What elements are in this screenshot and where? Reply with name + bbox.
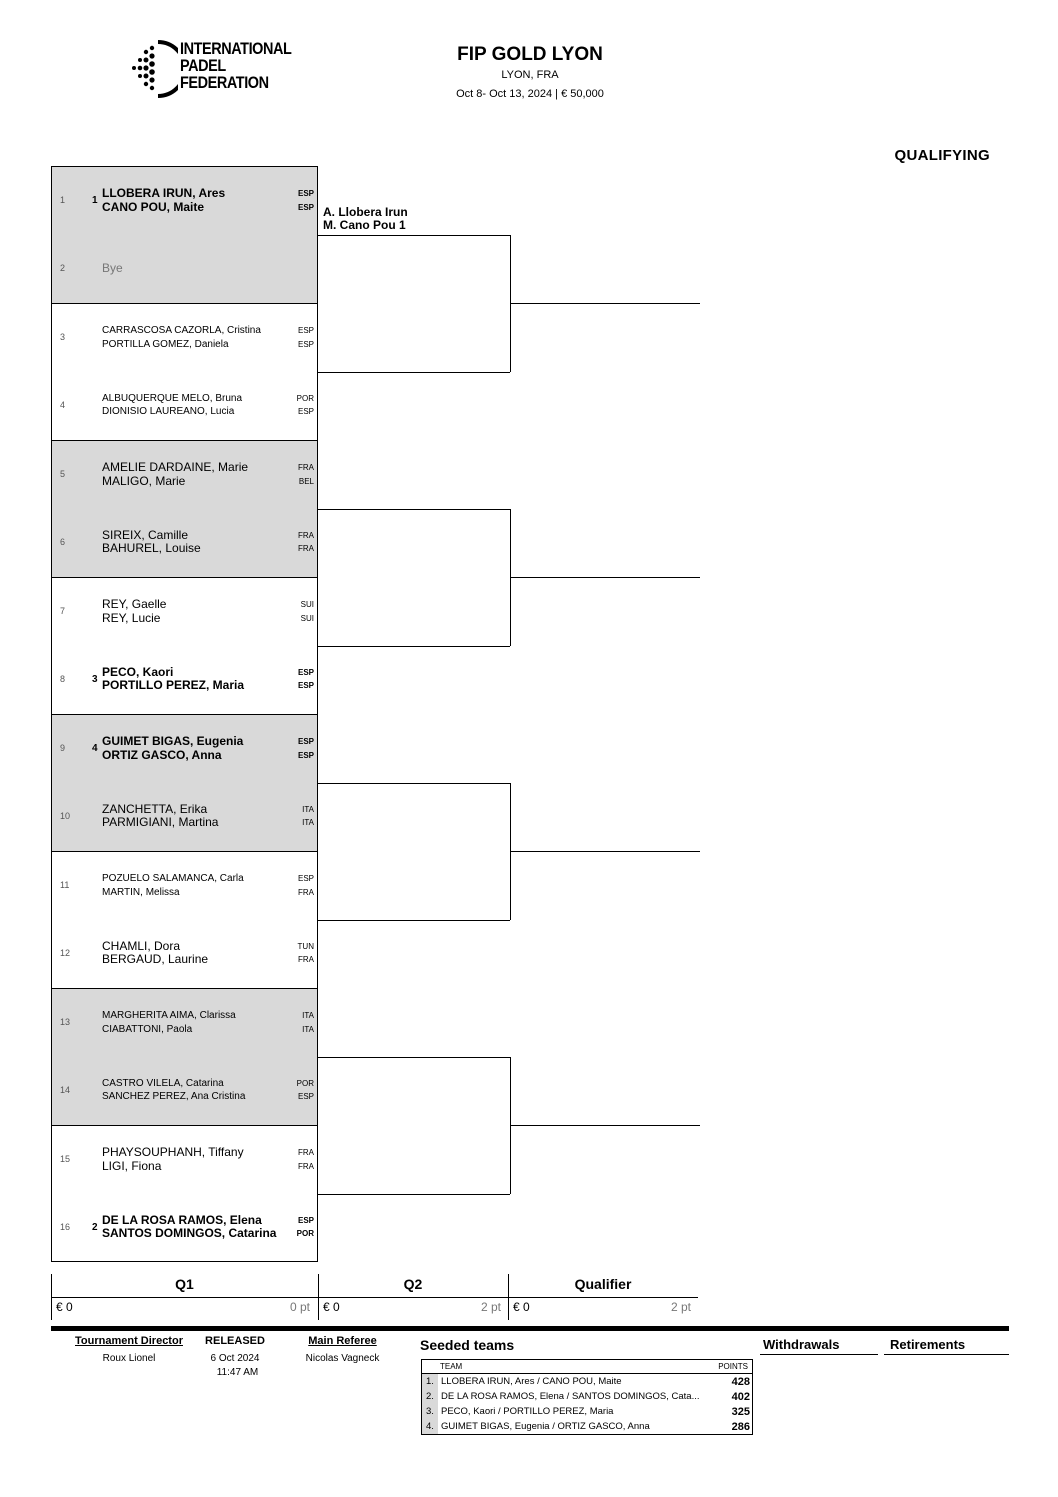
player-names	[102, 1214, 276, 1241]
seed-rank: 2.	[422, 1389, 438, 1404]
seeded-header	[422, 1360, 752, 1374]
draw-entry[interactable]	[51, 577, 318, 646]
nation-2: FRA	[298, 887, 314, 897]
nation-1: FRA	[298, 1148, 314, 1158]
nation-2: FRA	[298, 544, 314, 554]
nation-1: ESP	[297, 326, 314, 336]
nationalities	[297, 392, 314, 419]
nationalities	[301, 598, 314, 625]
player-names	[102, 187, 225, 214]
nationalities	[297, 1214, 314, 1241]
round-qualifier-header: Qualifier	[574, 1276, 632, 1292]
player-1: LLOBERA IRUN, Ares	[102, 186, 226, 201]
entry-number: 9	[60, 743, 66, 754]
nationalities	[298, 940, 314, 967]
q2-points: 2 pt	[481, 1300, 502, 1314]
entry-number: 5	[60, 469, 66, 480]
draw-entry[interactable]	[51, 235, 318, 304]
logo-text	[180, 40, 291, 91]
player-2: BAHUREL, Louise	[102, 541, 201, 556]
padel-ball-logo-icon	[128, 38, 178, 100]
seeded-row	[422, 1374, 752, 1389]
draw-entry[interactable]	[51, 646, 318, 715]
director-label: Tournament Director	[75, 1335, 183, 1347]
nation-2: ESP	[297, 407, 314, 417]
nation-2: ESP	[297, 339, 314, 349]
draw-entry[interactable]	[51, 714, 318, 783]
player-2: CIABATTONI, Paola	[102, 1023, 193, 1035]
nation-1: TUN	[297, 941, 314, 951]
draw-entry[interactable]	[51, 303, 318, 372]
released-label: RELEASED	[205, 1335, 265, 1347]
nation-1: FRA	[298, 463, 314, 473]
footer-divider	[51, 1326, 1009, 1331]
entry-number: 16	[60, 1221, 71, 1232]
qualifier-prize: € 0	[513, 1300, 530, 1314]
player-1: REY, Gaelle	[102, 597, 167, 612]
draw-entry[interactable]	[51, 1057, 318, 1126]
nationalities	[298, 872, 314, 899]
nationalities	[298, 1146, 314, 1173]
player-2: MARTIN, Melissa	[102, 886, 180, 898]
seed-number: 1	[92, 195, 98, 207]
seed-team: LLOBERA IRUN, Ares / CANO POU, Maite	[441, 1376, 622, 1387]
nation-1: FRA	[298, 530, 314, 540]
seeded-teams-table	[421, 1359, 753, 1435]
nation-2: ITA	[302, 818, 314, 828]
player-2: CANO POU, Maite	[102, 199, 205, 214]
player-2: REY, Lucie	[102, 610, 161, 625]
draw-entry[interactable]	[51, 1194, 318, 1263]
referee-name: Nicolas Vagneck	[305, 1353, 380, 1364]
player-names	[102, 324, 261, 351]
qualifier-points: 2 pt	[671, 1300, 692, 1314]
entry-number: 11	[60, 880, 70, 891]
released-date: 6 Oct 2024	[210, 1353, 260, 1364]
tournament-location: LYON, FRA	[501, 69, 559, 81]
nation-1: ESP	[297, 737, 314, 747]
player-names	[102, 735, 243, 762]
player-1: AMELIE DARDAINE, Marie	[102, 460, 249, 475]
seed-team: DE LA ROSA RAMOS, Elena / SANTOS DOMINGOS, Cata...	[441, 1391, 700, 1402]
r1-winner-line	[318, 235, 510, 236]
nationalities	[298, 324, 314, 351]
seed-points: 402	[731, 1390, 750, 1403]
nation-1: ITA	[302, 804, 314, 814]
nation-2: ESP	[297, 681, 314, 691]
player-1: MARGHERITA AIMA, Clarissa	[102, 1010, 236, 1022]
nation-1: ESP	[297, 874, 314, 884]
entry-number: 13	[60, 1017, 71, 1028]
r1-winner-line	[318, 372, 510, 373]
r2-winner-line	[510, 1125, 700, 1126]
player-2: DIONISIO LAUREANO, Lucia	[102, 406, 235, 418]
director-name: Roux Lionel	[102, 1353, 156, 1364]
seed-points: 428	[731, 1375, 750, 1388]
player-1: CASTRO VILELA, Catarina	[102, 1077, 224, 1089]
logo-line: PADEL	[180, 56, 226, 75]
points-header: POINTS	[718, 1362, 748, 1371]
player-2: BERGAUD, Laurine	[102, 952, 209, 967]
nationalities	[297, 1077, 314, 1104]
r1-winner-line	[318, 920, 510, 921]
player-names	[102, 872, 244, 899]
fip-logo	[128, 38, 298, 100]
nation-1: ITA	[302, 1011, 314, 1021]
nationalities	[298, 735, 314, 762]
winner-player-1: A. Llobera Irun	[323, 205, 408, 219]
player-2: LIGI, Fiona	[102, 1158, 162, 1173]
entry-number: 3	[60, 332, 66, 343]
player-1: ALBUQUERQUE MELO, Bruna	[102, 392, 243, 404]
player-2: PORTILLA GOMEZ, Daniela	[102, 338, 229, 350]
player-1: DE LA ROSA RAMOS, Elena	[102, 1212, 262, 1227]
bye-label: Bye	[102, 260, 123, 275]
entry-number: 2	[60, 262, 66, 273]
player-2: MALIGO, Marie	[102, 473, 186, 488]
nation-1: SUI	[300, 600, 314, 610]
player-names	[102, 803, 218, 830]
player-1: PHAYSOUPHANH, Tiffany	[102, 1145, 244, 1160]
r2-winner-line	[510, 303, 700, 304]
r2-winner-line	[510, 577, 700, 578]
draw-entry[interactable]	[51, 783, 318, 852]
seeded-teams-title: Seeded teams	[420, 1337, 515, 1353]
entry-number: 10	[60, 810, 71, 821]
player-names	[102, 666, 244, 693]
q1-points: 0 pt	[290, 1300, 311, 1314]
seeded-row	[422, 1419, 752, 1434]
winner-player-2: M. Cano Pou 1	[323, 218, 406, 232]
nation-1: ESP	[297, 189, 314, 199]
player-2: SANTOS DOMINGOS, Catarina	[102, 1226, 277, 1241]
referee-label: Main Referee	[308, 1335, 377, 1347]
tournament-title: FIP GOLD LYON	[457, 44, 603, 65]
q2-prize: € 0	[323, 1300, 340, 1314]
nation-2: POR	[296, 1229, 314, 1239]
nation-2: SUI	[300, 613, 314, 623]
player-names	[102, 598, 166, 625]
draw-entry[interactable]	[51, 988, 318, 1057]
r1-winner-line	[318, 509, 510, 510]
nationalities	[302, 1009, 314, 1036]
entry-number: 14	[60, 1084, 71, 1095]
released-time: 11:47 AM	[216, 1367, 259, 1378]
logo-line: FEDERATION	[180, 73, 269, 92]
nationalities	[298, 666, 314, 693]
r1-winner-line	[318, 1194, 510, 1195]
r1-winner-line	[318, 783, 510, 784]
team-header: TEAM	[440, 1362, 463, 1371]
seeded-row	[422, 1389, 752, 1404]
player-2: PARMIGIANI, Martina	[102, 815, 219, 830]
nation-2: FRA	[298, 1161, 314, 1171]
seed-rank: 1.	[422, 1374, 438, 1389]
round-q2-header: Q2	[403, 1276, 423, 1292]
player-2: ORTIZ GASCO, Anna	[102, 747, 222, 762]
nation-2: ESP	[297, 202, 314, 212]
player-names	[102, 940, 208, 967]
entry-number: 1	[60, 195, 66, 206]
nation-1: POR	[296, 1078, 314, 1088]
player-1: GUIMET BIGAS, Eugenia	[102, 734, 244, 749]
seeded-row	[422, 1404, 752, 1419]
player-1: CARRASCOSA CAZORLA, Cristina	[102, 325, 261, 337]
nationalities	[298, 187, 314, 214]
player-1: ZANCHETTA, Erika	[102, 801, 208, 816]
round2-winner	[323, 206, 408, 232]
r1-winner-line	[318, 1057, 510, 1058]
entry-number: 12	[60, 947, 71, 958]
entry-number: 6	[60, 536, 66, 547]
seed-team: PECO, Kaori / PORTILLO PEREZ, Maria	[441, 1406, 614, 1417]
player-names	[102, 1077, 245, 1104]
seed-rank: 3.	[422, 1404, 438, 1419]
player-names	[102, 1009, 236, 1036]
player-1: PECO, Kaori	[102, 664, 174, 679]
nation-2: ESP	[297, 1092, 314, 1102]
r2-winner-line	[510, 851, 700, 852]
seed-points: 286	[731, 1420, 750, 1433]
withdrawals-label: Withdrawals	[763, 1337, 840, 1352]
q1-prize: € 0	[56, 1300, 73, 1314]
seed-rank: 4.	[422, 1419, 438, 1434]
nation-2: ESP	[297, 750, 314, 760]
entry-number: 4	[60, 399, 66, 410]
draw-entry[interactable]	[51, 372, 318, 441]
player-names	[102, 529, 201, 556]
nationalities	[302, 803, 314, 830]
entry-number: 8	[60, 673, 66, 684]
draw-entry[interactable]	[51, 920, 318, 989]
player-names	[102, 1146, 244, 1173]
player-2: SANCHEZ PEREZ, Ana Cristina	[102, 1091, 246, 1103]
nation-1: POR	[296, 393, 314, 403]
draw-entry[interactable]	[51, 440, 318, 509]
entry-number: 15	[60, 1154, 71, 1165]
draw-entry[interactable]	[51, 851, 318, 920]
draw-type: QUALIFYING	[894, 147, 990, 164]
nation-2: FRA	[298, 955, 314, 965]
seed-points: 325	[731, 1405, 750, 1418]
player-2: PORTILLO PEREZ, Maria	[102, 678, 245, 693]
tournament-dates-prize: Oct 8- Oct 13, 2024 | € 50,000	[456, 88, 604, 100]
nation-2: BEL	[298, 476, 314, 486]
nation-2: ITA	[302, 1024, 314, 1034]
round-q1-header: Q1	[175, 1276, 194, 1292]
draw-entry[interactable]	[51, 509, 318, 578]
player-names	[102, 461, 248, 488]
nation-1: ESP	[297, 1215, 314, 1225]
logo-line: INTERNATIONAL	[180, 39, 292, 58]
player-names	[102, 392, 242, 419]
seed-number: 4	[92, 743, 98, 755]
retirements-label: Retirements	[890, 1337, 966, 1352]
player-1: CHAMLI, Dora	[102, 938, 181, 953]
player-1: POZUELO SALAMANCA, Carla	[102, 873, 244, 885]
draw-entry[interactable]	[51, 166, 318, 235]
seed-number: 3	[92, 673, 98, 685]
draw-entry[interactable]	[51, 1125, 318, 1194]
entry-number: 7	[60, 606, 66, 617]
nationalities	[298, 461, 314, 488]
seed-number: 2	[92, 1221, 98, 1233]
nation-1: ESP	[297, 667, 314, 677]
r1-winner-line	[318, 646, 510, 647]
seed-team: GUIMET BIGAS, Eugenia / ORTIZ GASCO, Anna	[441, 1421, 650, 1432]
player-1: SIREIX, Camille	[102, 527, 189, 542]
nationalities	[298, 529, 314, 556]
